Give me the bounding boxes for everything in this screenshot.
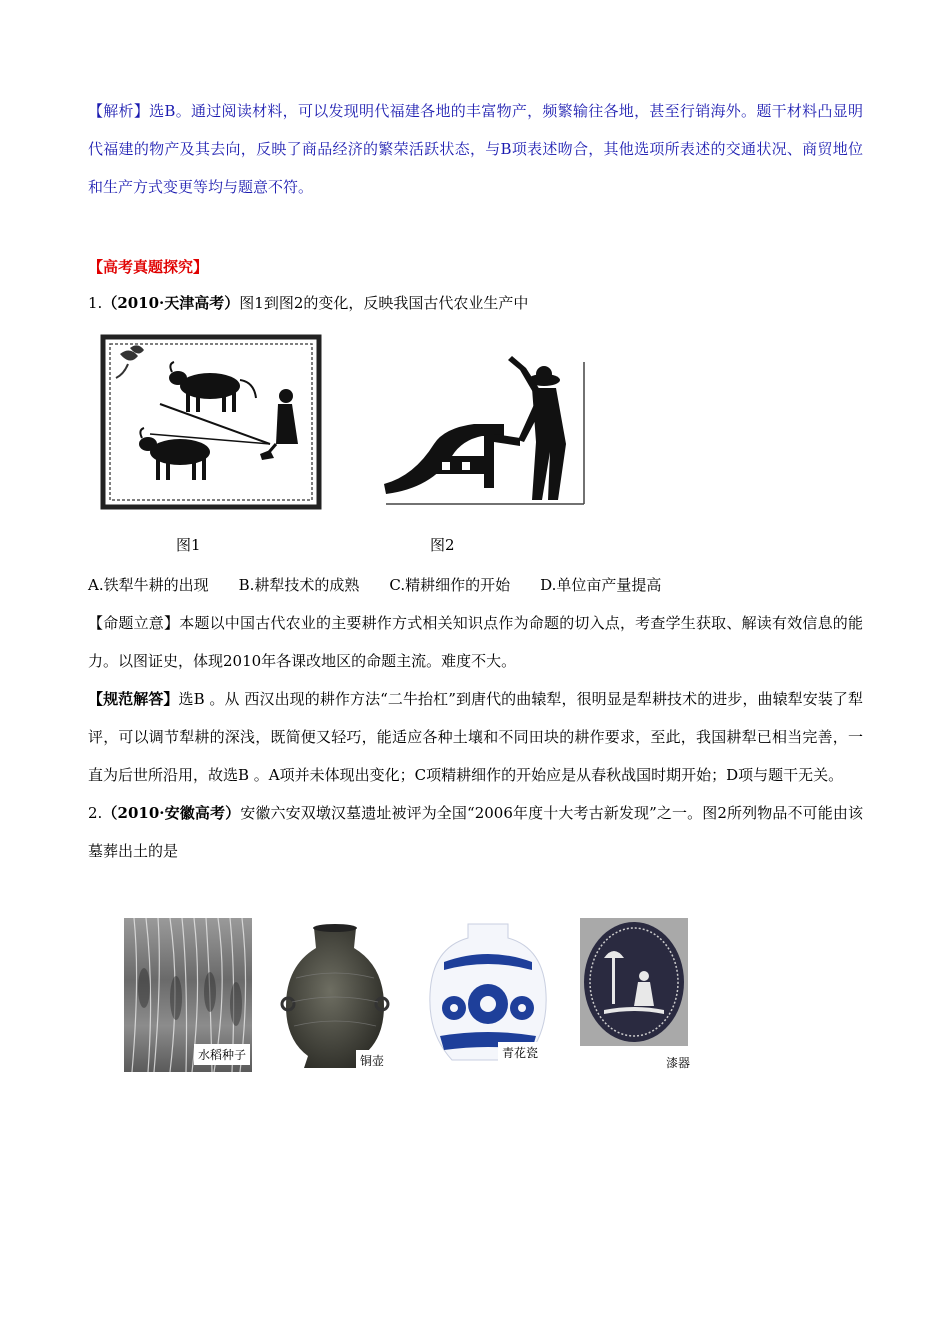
q2-source: （2010·安徽高考） [102,804,241,822]
analysis-tag: 【解析】 [88,102,150,120]
q1-answer-text: 选B 。从 西汉出现的耕作方法“二牛抬杠”到唐代的曲辕犁，很明显是犁耕技术的进步，曲辕犁安装了犁评，可以调节犁耕的深浅，既简便又轻巧，能适应各种土壤和不同田块的耕作要求，至此，我国耕犁已相当完善，一直为后世所沿用，故选B 。A项并未体现出变化；C项精耕细作的开始应是从春秋战国时期开始；D项与题干无关。 [88,690,863,784]
q1-number: 1. [88,294,103,312]
q2-stem: 安徽六安双墩汉墓遗址被评为全国“2006年度十大考古新发现”之一。图2所列物品不可能由该墓葬出土的是 [88,804,863,860]
q1-answer-tag: 【规范解答】 [88,690,179,708]
bronze-pot-label: 铜壶 [356,1050,388,1071]
q1-stem: 图1到图2的变化，反映我国古代农业生产中 [239,294,529,312]
q1-stem-line [88,284,528,322]
q1-intent-tag: 【命题立意】 [88,614,180,632]
q1-options: A.铁犁牛耕的出现 B.耕犁技术的成熟 C.精耕细作的开始 D.单位亩产量提高 [88,576,662,594]
photo-blue-white-porcelain [424,918,552,1072]
figure-1-oxen-plowing [100,334,322,510]
q1-intent [88,604,863,680]
q1-source: （2010·天津高考） [102,294,240,312]
porcelain-label: 青花瓷 [498,1042,542,1063]
lacquerware-label: 漆器 [662,1052,694,1072]
photo-lacquerware [574,918,694,1072]
figure-2-caption: 图2 [430,536,455,554]
analysis-text: 选B。通过阅读材料，可以发现明代福建各地的丰富物产，频繁输往各地，甚至行销海外。题干材料凸显明代福建的物产及其去向，反映了商品经济的繁荣活跃状态，与B项表述吻合，其他选项所表述的交通状况、商贸地位和生产方式变更等均与题意不符。 [88,102,863,196]
q2-stem-line [88,794,863,870]
figure-1-caption: 图1 [176,536,201,554]
rice-seeds-label: 水稻种子 [194,1044,250,1065]
q1-answer [88,680,863,794]
q2-number: 2. [88,804,103,822]
analysis-paragraph [88,92,863,206]
q1-body [88,566,863,870]
photo-rice-seeds [124,918,252,1072]
photo-bronze-pot [272,918,398,1072]
figure-2-curved-plough [366,344,588,506]
section-title: 【高考真题探究】 [88,258,209,276]
q1-intent-text: 本题以中国古代农业的主要耕作方式相关知识点作为命题的切入点，考查学生获取、解读有效信息的能力。以图证史，体现2010年各课改地区的命题主流。难度不大。 [88,614,863,670]
